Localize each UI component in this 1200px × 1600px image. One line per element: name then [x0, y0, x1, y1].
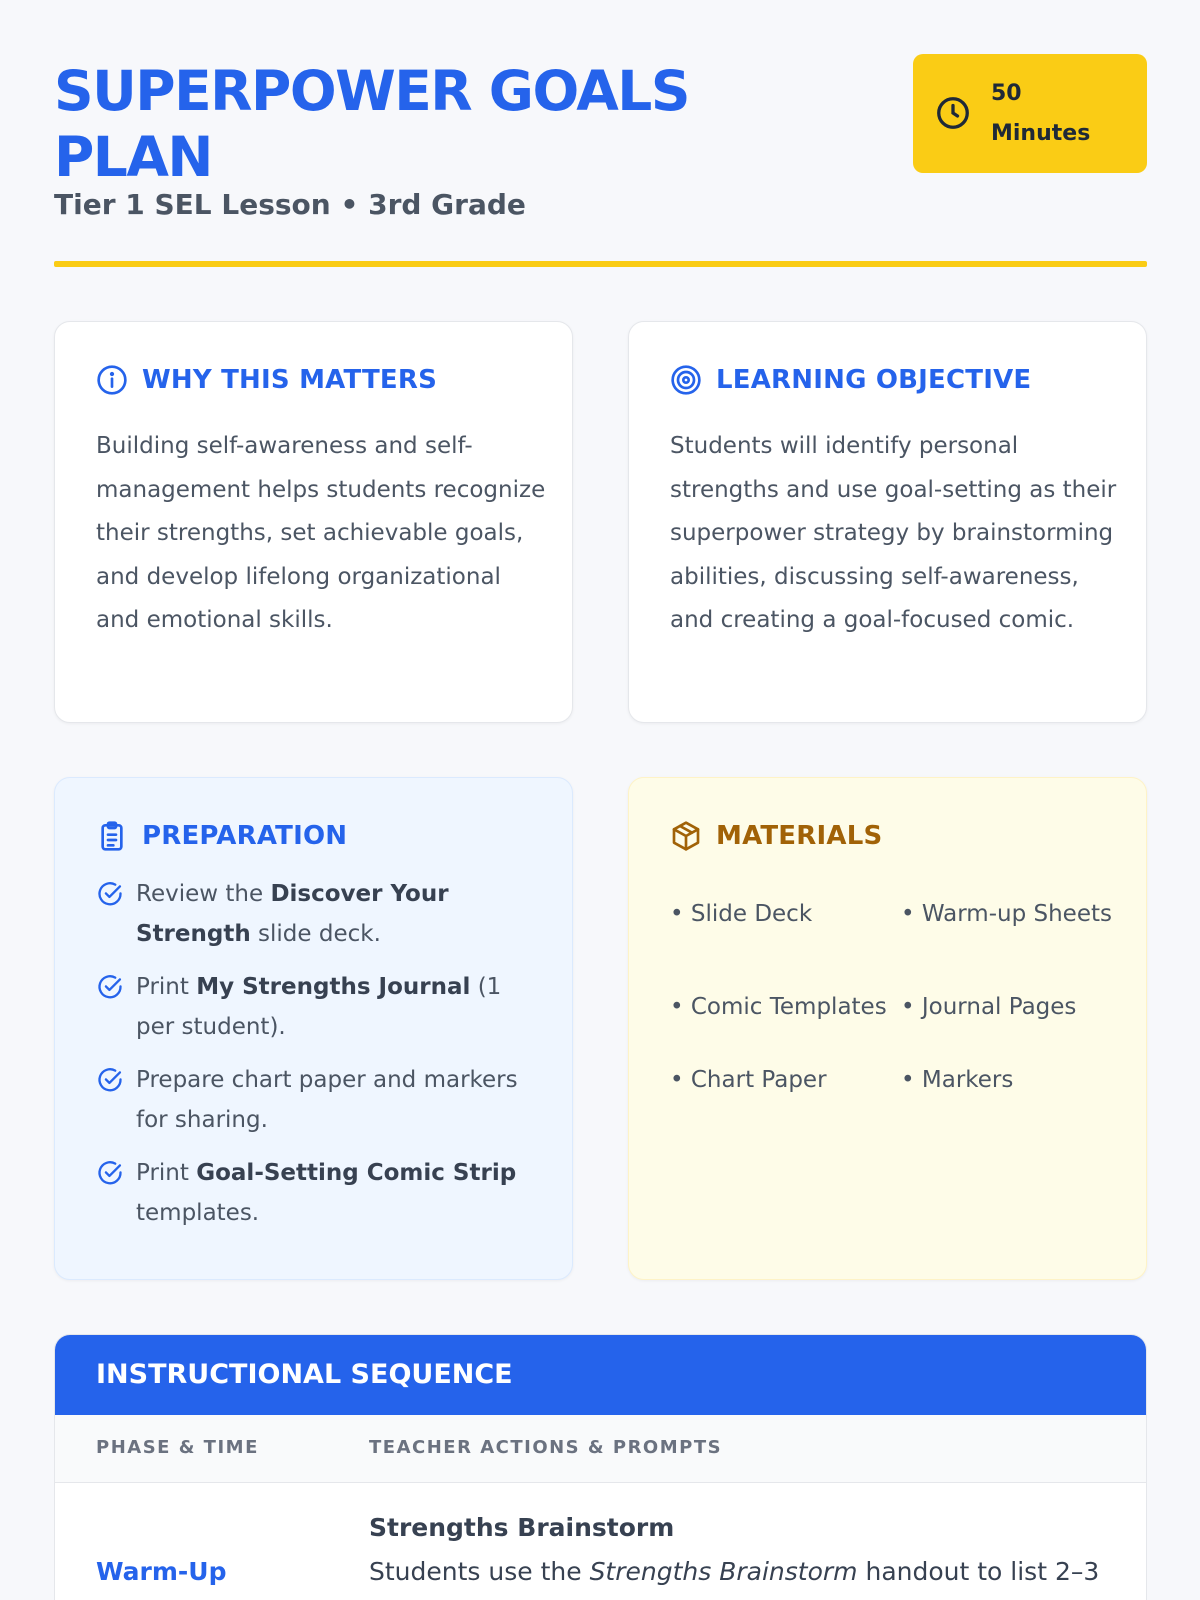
- objective-heading: [670, 364, 1031, 396]
- materials-title: MATERIALS: [716, 821, 883, 851]
- instructional-sequence-table: [54, 1334, 1147, 1600]
- why-card: [54, 321, 573, 723]
- phase-label: Warm-Up: [96, 1557, 227, 1586]
- materials-heading: [670, 820, 882, 852]
- page-title: SUPERPOWER GOALS PLAN: [54, 59, 689, 189]
- materials-list: [670, 874, 1120, 1100]
- why-title: WHY THIS MATTERS: [142, 365, 438, 395]
- action-title: Strengths Brainstorm: [369, 1513, 675, 1542]
- materials-card: [628, 777, 1147, 1280]
- list-item-text: Print My Strengths Journal (1 per student).: [136, 974, 502, 1040]
- page-header: [54, 58, 1147, 268]
- list-item: • Chart Paper: [670, 1067, 827, 1093]
- column-header-actions: TEACHER ACTIONS & PROMPTS: [369, 1437, 723, 1458]
- sequence-title: INSTRUCTIONAL SEQUENCE: [55, 1335, 1146, 1415]
- check-circle-icon: [96, 880, 124, 908]
- lesson-plan-page: [54, 0, 1147, 1600]
- preparation-list: [96, 874, 546, 1246]
- objective-body: Students will identify personal strengths and use goal-setting as their superpower strategy by brainstorming abilities, discussing self-awareness, and creating a goal-focused comic.: [670, 433, 1117, 633]
- list-item: • Warm-up Sheets: [901, 901, 1112, 927]
- objective-title: LEARNING OBJECTIVE: [716, 365, 1032, 395]
- list-item-text: Print Goal-Setting Comic Strip templates.: [136, 1160, 517, 1226]
- preparation-title: PREPARATION: [142, 821, 348, 851]
- list-item: [96, 967, 546, 1047]
- why-heading: [96, 364, 437, 396]
- clock-icon: [935, 95, 971, 131]
- column-header-phase: PHASE & TIME: [96, 1437, 259, 1458]
- list-item: [96, 874, 546, 954]
- preparation-heading: [96, 820, 347, 852]
- list-item-text: Prepare chart paper and markers for sharing.: [136, 1067, 518, 1133]
- list-item: [96, 1060, 546, 1140]
- check-circle-icon: [96, 1159, 124, 1187]
- why-body: Building self-awareness and self-management helps students recognize their strengths, set achievable goals, and develop lifelong organizational and emotional skills.: [96, 433, 546, 633]
- info-icon: [96, 364, 128, 396]
- list-item: • Journal Pages: [901, 994, 1077, 1020]
- clipboard-icon: [96, 820, 128, 852]
- duration-unit: Minutes: [991, 121, 1091, 146]
- table-header: [55, 1415, 1146, 1483]
- list-item: • Slide Deck: [670, 901, 813, 927]
- list-item-text: Review the Discover Your Strength slide deck.: [136, 881, 449, 947]
- duration-number: 50: [991, 81, 1022, 106]
- page-subtitle: Tier 1 SEL Lesson • 3rd Grade: [54, 188, 526, 221]
- header-divider: [54, 261, 1147, 267]
- list-item: [96, 1153, 546, 1233]
- check-circle-icon: [96, 973, 124, 1001]
- duration-text: [991, 74, 1131, 154]
- check-circle-icon: [96, 1066, 124, 1094]
- list-item: • Markers: [901, 1067, 1014, 1093]
- duration-badge: [913, 54, 1147, 173]
- table-row: [55, 1483, 1146, 1600]
- target-icon: [670, 364, 702, 396]
- list-item: • Comic Templates: [670, 994, 887, 1020]
- objective-card: [628, 321, 1147, 723]
- box-icon: [670, 820, 702, 852]
- action-text: Students use the Strengths Brainstorm handout to list 2–3: [369, 1557, 1100, 1586]
- preparation-card: [54, 777, 573, 1280]
